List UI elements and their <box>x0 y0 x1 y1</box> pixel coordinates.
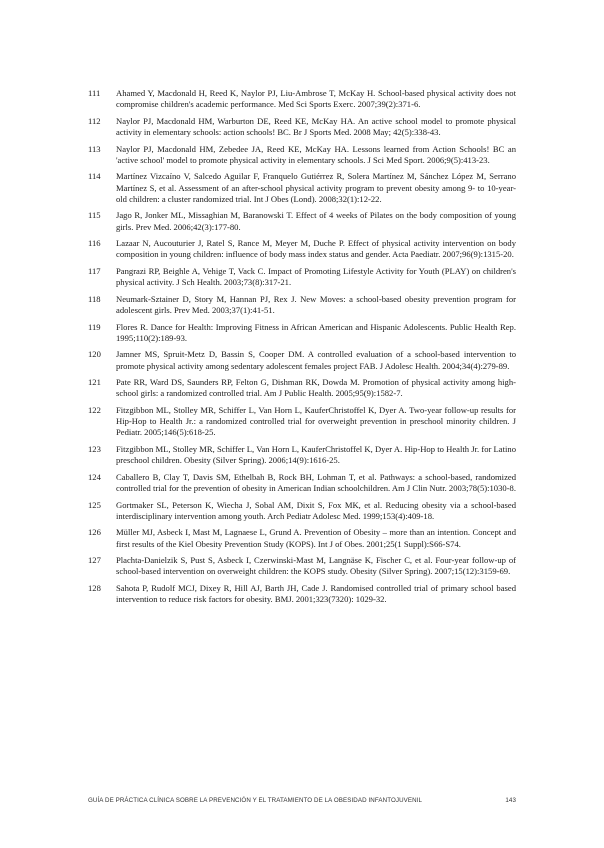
reference-text: Sahota P, Rudolf MCJ, Dixey R, Hill AJ, Barth JH, Cade J. Randomised controlled trial of primary school based intervention to reduce risk factors for obesity. BMJ. 2001;323(7320): 1029-32. <box>116 582 516 605</box>
page-footer <box>88 797 516 804</box>
reference-text: Caballero B, Clay T, Davis SM, Ethelbah B, Rock BH, Lohman T, et al. Pathways: a school-based, randomized controlled trial for the prevention of obesity in American Indian schoolchildren. Am J Clin Nutr. 2003;78(5):1030-8. <box>116 471 517 493</box>
reference-text: Fitzgibbon ML, Stolley MR, Schiffer L, Van Horn L, KauferChristoffel K, Dyer A. Two-year follow-up results for Hip-Hop to Health Jr.: a randomized controlled trial for overweight prevention in preschool minority children. J Pediatr. 2005;146(5):618-25. <box>116 404 516 438</box>
reference-item <box>88 171 516 205</box>
reference-text: Jago R, Jonker ML, Missaghian M, Baranowski T. Effect of 4 weeks of Pilates on the body composition of young girls. Prev Med. 2006;42(3):177-80. <box>116 210 516 232</box>
reference-item <box>88 472 516 494</box>
footer-title: GUÍA DE PRÁCTICA CLÍNICA SOBRE LA PREVENCIÓN Y EL TRATAMIENTO DE LA OBESIDAD INFANTOJUVENIL <box>88 797 423 804</box>
reference-number: 127 <box>88 555 101 566</box>
reference-item <box>88 349 516 371</box>
reference-item <box>88 444 516 466</box>
reference-item <box>88 144 516 166</box>
reference-text: Flores R. Dance for Health: Improving Fitness in African American and Hispanic Adolescents. Public Health Rep. 1995;110(2):189-93. <box>116 321 516 343</box>
reference-number: 113 <box>88 143 101 154</box>
reference-item <box>88 527 516 549</box>
reference-item <box>88 266 516 288</box>
page-number: 143 <box>505 797 516 804</box>
reference-item <box>88 405 516 439</box>
reference-text: Ahamed Y, Macdonald H, Reed K, Naylor PJ, Liu-Ambrose T, McKay H. School-based physical activity does not compromise children's academic performance. Med Sci Sports Exerc. 2007;39(2):371-6. <box>116 88 516 110</box>
reference-item <box>88 322 516 344</box>
reference-number: 117 <box>88 265 101 276</box>
reference-text: Naylor PJ, Macdonald HM, Warburton DE, Reed KE, McKay HA. An active school model to promote physical activity in elementary schools: action schools! BC. Br J Sports Med. 2008 May; 42(5):338-43. <box>116 115 516 137</box>
reference-item <box>88 116 516 138</box>
reference-text: Plachta-Danielzik S, Pust S, Asbeck I, Czerwinski-Mast M, Langnäse K, Fischer C, et al. Four-year follow-up of school-based intervention on overweight children: the KOPS study. Obesity (Silver Spring). 2007;15(12):3159-69. <box>116 555 516 577</box>
reference-text: Pate RR, Ward DS, Saunders RP, Felton G, Dishman RK, Dowda M. Promotion of physical activity among high-school girls: a randomized controlled trial. Am J Public Health. 2005;95(9):1582-7. <box>116 377 516 399</box>
reference-number: 118 <box>88 293 101 304</box>
reference-number: 111 <box>88 88 101 98</box>
reference-text: Martínez Vizcaíno V, Salcedo Aguilar F, Franquelo Gutiérrez R, Solera Martínez M, Sánchez López M, Serrano Martínez S, et al. Assessment of an after-school physical activity program to prevent obesity among 9- to 10-year-old children: a cluster randomized trial. Int J Obes (Lond). 2008;32(1):12-22. <box>116 171 516 204</box>
reference-text: Jamner MS, Spruit-Metz D, Bassin S, Cooper DM. A controlled evaluation of a school-based intervention to promote physical activity among sedentary adolescent females project FAB. J Adolesc Health. 2004;34(4):279-89. <box>116 349 516 371</box>
reference-item <box>88 583 516 605</box>
reference-item <box>88 555 516 577</box>
reference-text: Pangrazi RP, Beighle A, Vehige T, Vack C. Impact of Promoting Lifestyle Activity for Youth (PLAY) on children's physical activity. J Sch Health. 2003;73(8):317-21. <box>116 265 516 288</box>
reference-item <box>88 238 516 260</box>
reference-number: 123 <box>88 443 101 454</box>
reference-number: 114 <box>88 171 101 182</box>
reference-list <box>88 88 516 611</box>
reference-item <box>88 500 516 522</box>
reference-text: Fitzgibbon ML, Stolley MR, Schiffer L, Van Horn L, KauferChristoffel K, Dyer A. Hip-Hop to Health Jr. for Latino preschool children. Obesity (Silver Spring). 2006;14(9):1616-25. <box>116 443 516 466</box>
reference-text: Müller MJ, Asbeck I, Mast M, Lagnaese L, Grund A. Prevention of Obesity – more than an intention. Concept and first results of the Kiel Obesity Prevention Study (KOPS). Int J of Obes. 2001;25(1 Suppl):S66-S74. <box>116 527 516 549</box>
reference-number: 122 <box>88 404 101 415</box>
reference-text: Neumark-Sztainer D, Story M, Hannan PJ, Rex J. New Moves: a school-based obesity prevention program for adolescent girls. Prev Med. 2003;37(1):41-51. <box>116 293 516 315</box>
reference-text: Naylor PJ, Macdonald HM, Zebedee JA, Reed KE, McKay HA. Lessons learned from Action Schools! BC an 'active school' model to promote physical activity in elementary schools. J Sci Med Sport. 2006;9(5):413-23. <box>116 143 516 165</box>
reference-item <box>88 88 516 110</box>
reference-text: Gortmaker SL, Peterson K, Wiecha J, Sobal AM, Dixit S, Fox MK, et al. Reducing obesity via a school-based interdisciplinary intervention among youth. Arch Pediatr Adolesc Med. 1999;153(4):409-18. <box>116 499 516 521</box>
reference-text: Lazaar N, Aucouturier J, Ratel S, Rance M, Meyer M, Duche P. Effect of physical activity intervention on body composition in young children: influence of body mass index status and gender. Acta Paediatr. 2007;96(9):1315-20. <box>116 238 516 260</box>
reference-number: 120 <box>88 349 101 360</box>
reference-item <box>88 294 516 316</box>
reference-number: 126 <box>88 527 101 538</box>
reference-item <box>88 210 516 232</box>
reference-number: 116 <box>88 238 101 249</box>
reference-item <box>88 377 516 399</box>
reference-number: 125 <box>88 499 101 510</box>
reference-number: 124 <box>88 471 101 482</box>
reference-number: 121 <box>88 377 101 388</box>
reference-number: 115 <box>88 210 101 221</box>
reference-number: 128 <box>88 582 101 593</box>
reference-number: 119 <box>88 321 101 332</box>
reference-number: 112 <box>88 115 101 126</box>
